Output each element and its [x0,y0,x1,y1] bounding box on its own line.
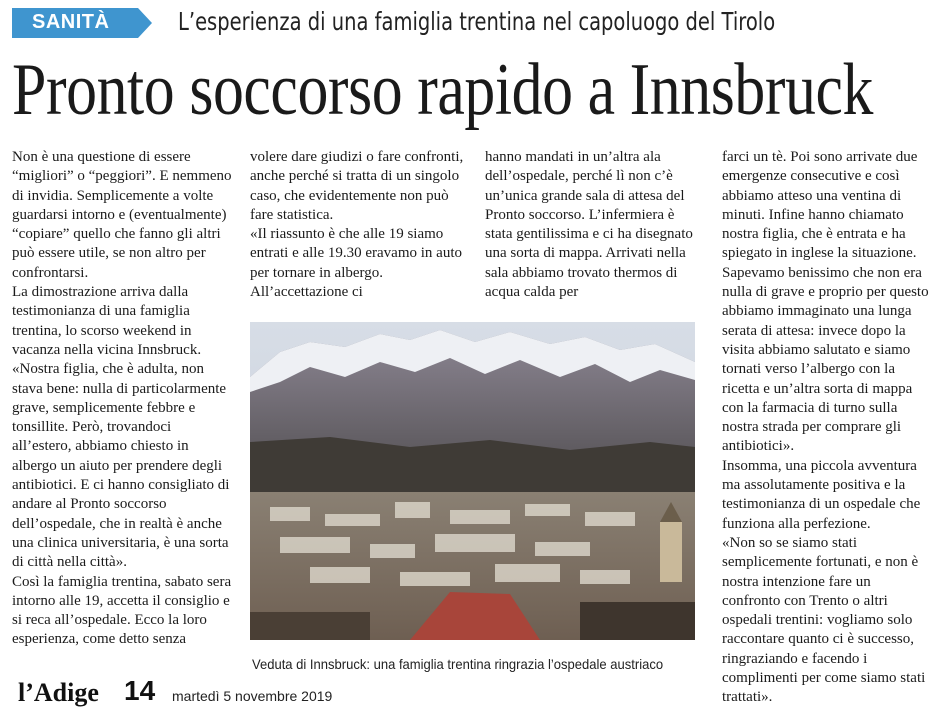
paragraph: Non è una questione di essere “migliori” o “peggiori”. E nemmeno di invidia. Semplicemente a volte guardarsi intorno e (eventualmente) “copiare” quello che fanno gli altri può essere utile, se non altro per confrontarsi. [12,149,232,281]
paragraph: farci un tè. Poi sono arrivate due emergenze consecutive e così abbiamo atteso una ventina di minuti. Infine hanno chiamato nostra figlia, che è entrata e ha spiegato in inglese la situazione. [722,149,918,262]
headline: Pronto soccorso rapido a Innsbruck [12,49,873,131]
article-column-2 [250,148,465,302]
page-number: 14 [124,675,156,706]
paragraph: Insomma, una piccola avventura ma assolutamente positiva e la testimonianza di un ospedale che funziona alla perfezione. [722,457,921,532]
article-column-3 [485,148,700,302]
section-tag-label: SANITÀ [32,11,110,33]
innsbruck-photo [250,322,695,640]
kicker-subtitle: L’esperienza di una famiglia trentina nel capoluogo del Tirolo [178,7,776,36]
newspaper-logo: l’Adige [18,678,99,707]
paragraph: Sapevamo benissimo che non era nulla di grave e proprio per questo abbiamo immaginato una lunga serata di attesa: invece dopo la visita abbiamo salutato e siamo tornati verso l’albergo con la ricetta e un’altra sorta di mappa con la farmacia di turno sulla nostra strada per comprare gli antibiotici». [722,264,929,455]
issue-date: martedì 5 novembre 2019 [172,688,333,704]
article-column-4 [722,148,932,708]
paragraph: «Non so se siamo stati semplicemente fortunati, e non è nostra intenzione fare un confronto con Trento o altri ospedali trentini: vogliamo solo raccontare quanto ci è successo, ringraziando e facendo i complimenti per come siamo stati trattati». [722,534,926,706]
photo-caption: Veduta di Innsbruck: una famiglia trentina ringrazia l’ospedale austriaco [252,656,664,672]
paragraph: «Il riassunto è che alle 19 siamo entrati e alle 19.30 eravamo in auto per tornare in albergo. All’accettazione ci [250,226,462,301]
section-tag [12,8,152,38]
article-column-1 [12,148,234,650]
paragraph: La dimostrazione arriva dalla testimonianza di una famiglia trentina, lo scorso weekend in vacanza nella vicina Innsbruck. [12,284,202,358]
paragraph: «Nostra figlia, che è adulta, non stava bene: nulla di particolarmente grave, semplicemente febbre e tonsillite. Però, trovandoci all’estero, abbiamo chiesto in albergo un aiuto per prendere degli antibiotici. E ci hanno consigliato di andare al Pronto soccorso dell’ospedale, che in realtà è anche una clinica universitaria, è una sorta di città nella città». [12,361,230,571]
paragraph: hanno mandati in un’altra ala dell’ospedale, perché lì non c’è un’unica grande sala di attesa del Pronto soccorso. L’infermiera è stata gentilissima e ci ha disegnato una sorta di mappa. Arrivati nella sala abbiamo trovato thermos di acqua calda per [485,149,693,301]
paragraph: volere dare giudizi o fare confronti, anche perché si tratta di un singolo caso, che evidentemente non può fare statistica. [250,149,464,223]
paragraph: Così la famiglia trentina, sabato sera intorno alle 19, accetta il consiglio e si reca all’ospedale. Ecco la loro esperienza, come detto senza [12,573,232,648]
